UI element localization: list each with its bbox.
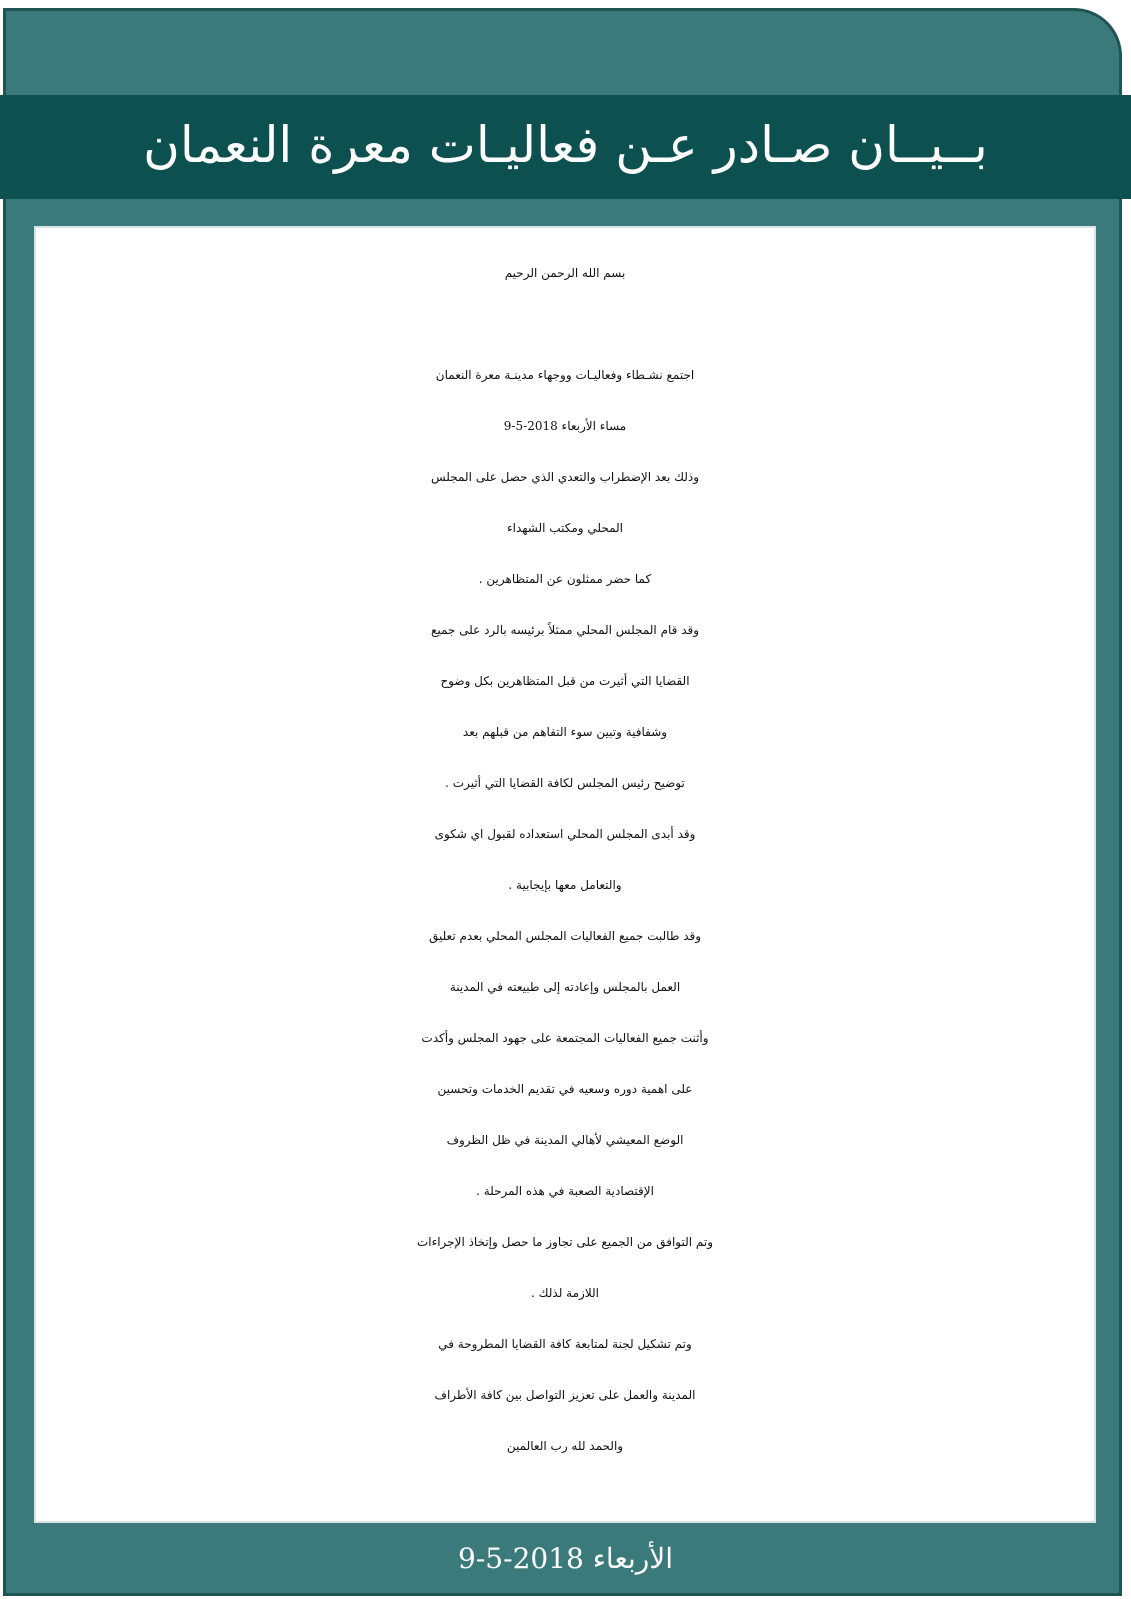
statement-line: مساء الأربعاء 2018-5-9 <box>503 419 627 433</box>
statement-line: توضيح رئيس المجلس لكافة القضايا التي أثيرت . <box>445 776 685 790</box>
bismillah: بسم الله الرحمن الرحيم <box>504 266 626 280</box>
statement-line: وتم التوافق من الجميع على تجاوز ما حصل وإتخاذ الإجراءات <box>416 1235 714 1249</box>
statement-line: اللازمة لذلك . <box>531 1286 599 1300</box>
statement-line: المدينة والعمل على تعزيز التواصل بين كافة الأطراف <box>434 1388 696 1402</box>
statement-line: وشفافية وتبين سوء التفاهم من قبلهم بعد <box>462 725 668 739</box>
statement-line: كما حضر ممثلون عن المتظاهرين . <box>478 572 652 586</box>
statement-line: القضايا التي أثيرت من قبل المتظاهرين بكل وضوح <box>440 674 690 688</box>
title-bar <box>0 95 1131 199</box>
footer-date: الأربعاء 2018-5-9 <box>457 1542 674 1575</box>
page-title: بــيــان صـادر عـن فعاليـات معرة النعمان <box>143 116 988 174</box>
statement-line: العمل بالمجلس وإعادته إلى طبيعته في المدينة <box>449 980 681 994</box>
statement-line: والتعامل معها بإيجابية . <box>508 878 622 892</box>
statement-line: على اهمية دوره وسعيه في تقديم الخدمات وتحسين <box>437 1082 693 1096</box>
statement-line: وتم تشكيل لجنة لمتابعة كافة القضايا المطروحة في <box>438 1337 692 1351</box>
statement-line: وأثنت جميع الفعاليات المجتمعة على جهود المجلس وأكدت <box>421 1031 709 1045</box>
statement-line: وذلك بعد الإضطراب والتعدي الذي حصل على المجلس <box>430 470 700 484</box>
statement-line: المحلي ومكتب الشهداء <box>506 521 624 535</box>
statement-line: الإقتصادية الصعبة في هذه المرحلة . <box>476 1184 654 1198</box>
statement-line: وقد أبدى المجلس المحلي استعداده لقبول اي شكوى <box>434 827 696 841</box>
statement-body <box>34 226 1096 1523</box>
statement-line: والحمد لله رب العالمين <box>506 1439 624 1453</box>
statement-line: وقد طالبت جميع الفعاليات المجلس المحلي بعدم تعليق <box>428 929 702 943</box>
statement-text <box>36 248 1094 1472</box>
statement-line: الوضع المعيشي لأهالي المدينة في ظل الظروف <box>446 1133 684 1147</box>
statement-line: وقد قام المجلس المحلي ممثلاً برئيسه بالرد على جميع <box>430 623 700 637</box>
statement-line: اجتمع نشـطاء وفعاليـات ووجهاء مدينـة معرة النعمان <box>435 368 695 382</box>
